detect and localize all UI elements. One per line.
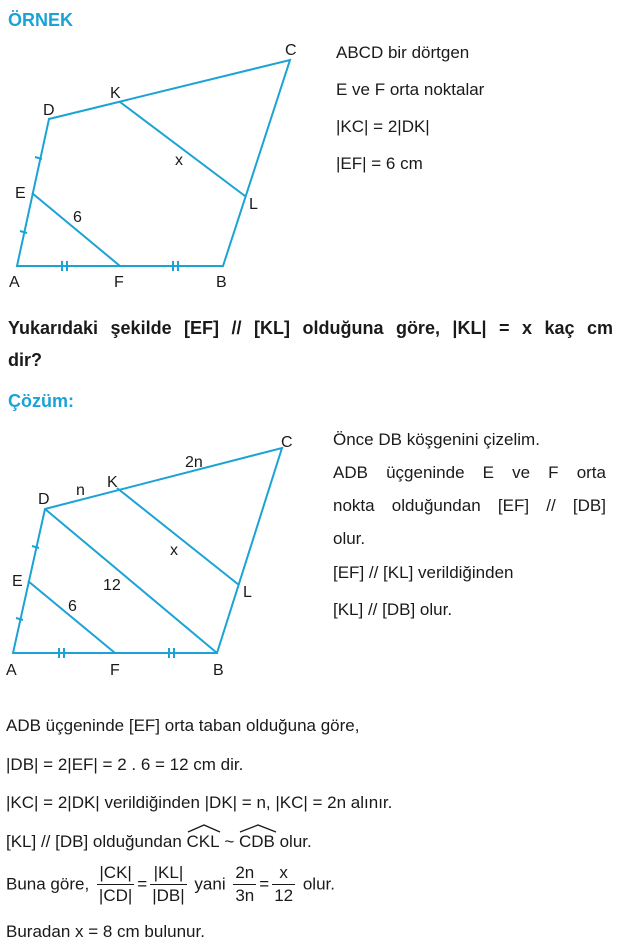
angle-ckl xyxy=(187,832,220,852)
given-3: |KC| = 2|DK| xyxy=(336,117,430,136)
label-b: B xyxy=(213,662,224,679)
label-c: C xyxy=(281,434,293,451)
angle-cdb-label: CDB xyxy=(238,832,275,851)
label-k: K xyxy=(107,474,118,491)
solution-figure xyxy=(0,425,320,685)
line-5-suffix: olur. xyxy=(298,874,335,894)
step-3: nokta olduğundan [EF] // [DB] xyxy=(333,496,606,515)
fraction-kl-db xyxy=(150,862,186,907)
step-5: [EF] // [KL] verildiğinden xyxy=(333,563,514,582)
solution-line-2: |DB| = 2|EF| = 2 . 6 = 12 cm dir. xyxy=(6,755,244,774)
equals-sign: = xyxy=(137,874,148,894)
quadrilateral-abcd xyxy=(17,60,290,266)
fraction-x-12 xyxy=(272,862,295,907)
fraction-denominator: 12 xyxy=(274,886,294,905)
fraction-numerator: |KL| xyxy=(150,862,186,885)
label-x: x xyxy=(175,152,183,169)
segment-kl xyxy=(120,102,245,196)
solution-line-4 xyxy=(6,832,312,852)
label-k: K xyxy=(110,85,121,102)
segment-ef xyxy=(32,193,120,266)
line-5-mid: yani xyxy=(189,874,231,894)
label-dk-length: n xyxy=(76,482,85,499)
fraction-numerator: 2n xyxy=(233,862,256,885)
fraction-denominator: |DB| xyxy=(152,886,185,905)
label-a: A xyxy=(9,274,20,291)
label-d: D xyxy=(38,491,50,508)
label-d: D xyxy=(43,102,55,119)
label-f: F xyxy=(114,274,124,291)
solution-line-1: ADB üçgeninde [EF] orta taban olduğuna göre, xyxy=(6,716,360,735)
tick-ea xyxy=(16,618,23,620)
label-f: F xyxy=(110,662,120,679)
label-e: E xyxy=(12,573,23,590)
question-line-1: Yukarıdaki şekilde [EF] // [KL] olduğuna göre, |KL| = x kaç cm xyxy=(8,318,613,338)
fraction-numerator: x xyxy=(272,862,295,885)
question-line-2: dir? xyxy=(8,350,42,370)
fraction-2n-3n xyxy=(233,862,256,907)
line-4-text: [KL] // [DB] olduğundan xyxy=(6,832,187,851)
label-ef-length: 6 xyxy=(68,598,77,615)
label-a: A xyxy=(6,662,17,679)
fraction-ck-cd xyxy=(97,862,134,907)
fraction-denominator: 3n xyxy=(235,886,255,905)
diagonal-db xyxy=(45,509,217,653)
angle-ckl-label: CKL xyxy=(186,832,220,851)
label-ef-length: 6 xyxy=(73,209,82,226)
segment-kl xyxy=(117,488,239,585)
segment-ef xyxy=(28,581,115,653)
fraction-denominator: |CD| xyxy=(98,886,133,905)
step-1: Önce DB köşgenini çizelim. xyxy=(333,430,540,449)
label-l: L xyxy=(249,196,258,213)
fraction-numerator: |CK| xyxy=(97,862,134,885)
line-4-end: olur. xyxy=(274,832,312,851)
step-2: ADB üçgeninde E ve F orta xyxy=(333,463,606,482)
given-1: ABCD bir dörtgen xyxy=(336,43,470,62)
label-kc-length: 2n xyxy=(185,454,203,471)
label-e: E xyxy=(15,185,26,202)
tick-ea xyxy=(20,231,27,233)
example-figure xyxy=(0,30,320,305)
similar-sign: ~ xyxy=(219,832,239,851)
solution-line-5 xyxy=(6,862,335,907)
label-x: x xyxy=(170,542,178,559)
line-5-prefix: Buna göre, xyxy=(6,874,94,894)
given-2: E ve F orta noktalar xyxy=(336,80,485,99)
hat-icon xyxy=(239,823,277,833)
question xyxy=(8,312,613,376)
angle-cdb xyxy=(239,832,275,852)
quadrilateral-abcd xyxy=(13,448,282,653)
solution-line-3: |KC| = 2|DK| verildiğinden |DK| = n, |KC| = 2n alınır. xyxy=(6,793,393,812)
label-b: B xyxy=(216,274,227,291)
solution-heading: Çözüm: xyxy=(8,391,74,411)
hat-icon xyxy=(187,823,221,833)
step-4: olur. xyxy=(333,529,366,548)
label-l: L xyxy=(243,584,252,601)
label-c: C xyxy=(285,42,297,59)
example-heading: ÖRNEK xyxy=(8,10,74,30)
given-4: |EF| = 6 cm xyxy=(336,154,423,173)
tick-de xyxy=(32,546,39,548)
label-db-length: 12 xyxy=(103,577,121,594)
solution-line-6: Buradan x = 8 cm bulunur. xyxy=(6,922,205,941)
equals-sign: = xyxy=(259,874,270,894)
step-6: [KL] // [DB] olur. xyxy=(333,600,453,619)
